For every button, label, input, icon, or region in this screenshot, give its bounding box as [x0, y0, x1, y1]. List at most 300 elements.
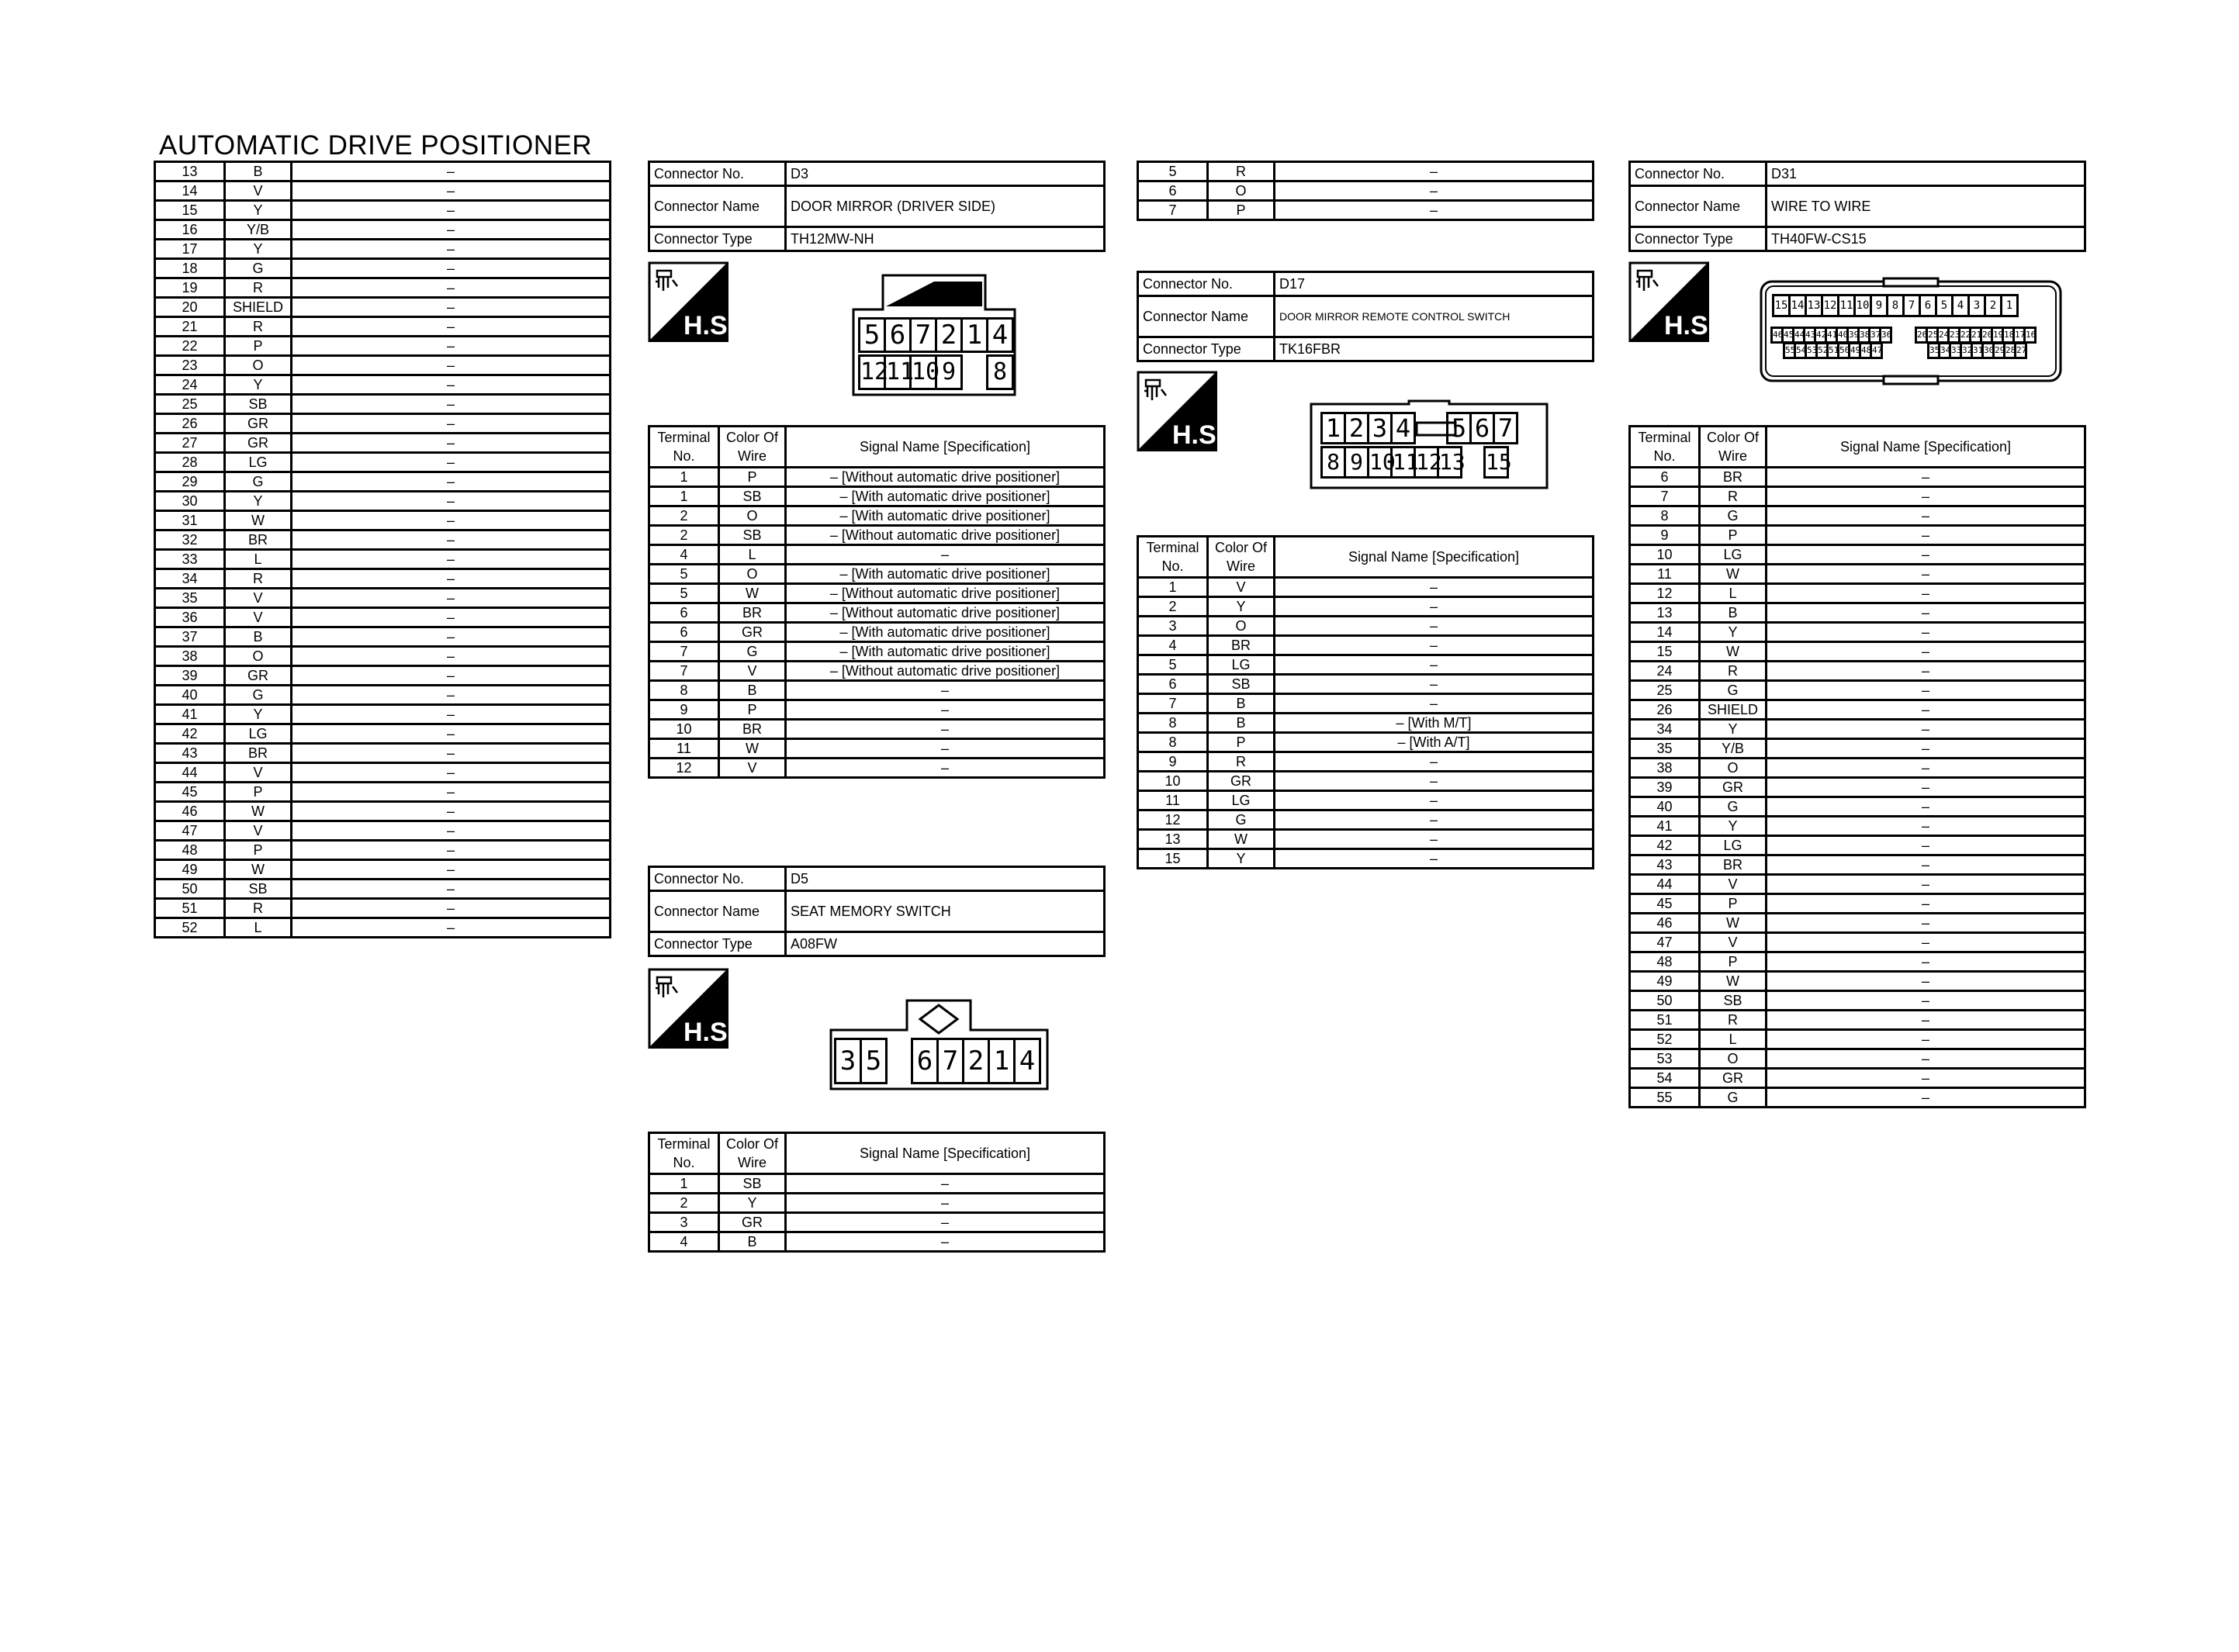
pin-label: 45	[1781, 327, 1794, 344]
wire-color-cell: G	[1700, 797, 1767, 817]
wire-color-cell: GR	[719, 1213, 786, 1232]
pin-label: 7	[1493, 412, 1518, 444]
wire-color-cell: G	[1208, 810, 1275, 830]
table-row	[155, 841, 611, 860]
table-row	[155, 531, 611, 550]
signal-name-cell: –	[1767, 584, 2085, 603]
connector-info-d3	[648, 161, 1106, 252]
connector-no-value: D5	[786, 867, 1105, 891]
signal-name-cell: –	[786, 1174, 1105, 1194]
connector-name-label: Connector Name	[1138, 296, 1275, 337]
pin-label: 5	[1446, 412, 1472, 444]
wire-color-cell: W	[1700, 565, 1767, 584]
table-row	[1630, 836, 2085, 855]
terminal-no-cell: 18	[155, 259, 225, 278]
signal-name-cell: –	[786, 1232, 1105, 1252]
terminal-no-cell: 44	[155, 763, 225, 783]
wire-color-cell: B	[1208, 694, 1275, 714]
pin-label: 9	[1870, 294, 1888, 317]
pin-label: 39	[1846, 327, 1860, 344]
signal-name-cell: –	[1275, 162, 1594, 181]
signal-name-cell: –	[292, 375, 611, 395]
terminal-no-cell: 44	[1630, 875, 1700, 894]
table-row	[155, 298, 611, 317]
signal-name-cell: –	[292, 724, 611, 744]
terminal-no-cell: 35	[155, 589, 225, 608]
connector-type-label: Connector Type	[649, 932, 786, 956]
wire-color-cell: Y	[1208, 597, 1275, 617]
wire-color-cell: W	[225, 511, 292, 531]
table-row	[649, 1232, 1105, 1252]
pin-label: 4	[1951, 294, 1970, 317]
wire-color-cell: B	[1700, 603, 1767, 623]
hs-label: H.S.	[1664, 311, 1716, 340]
terminal-no-cell: 46	[1630, 914, 1700, 933]
wire-color-cell: LG	[225, 453, 292, 472]
table-row	[1630, 817, 2085, 836]
signal-name-cell: –	[1767, 836, 2085, 855]
terminal-no-cell: 8	[1138, 733, 1208, 752]
pin-label: 9	[1344, 446, 1369, 479]
signal-name-cell: –	[1767, 603, 2085, 623]
table-row	[1630, 662, 2085, 681]
pin-label: 22	[1958, 327, 1971, 344]
terminal-no-cell: 26	[1630, 700, 1700, 720]
table-row	[155, 201, 611, 220]
wire-color-cell: G	[719, 642, 786, 662]
pin-label: 27	[2014, 342, 2027, 359]
signal-name-cell: –	[1767, 739, 2085, 759]
pin-label: 35	[1927, 342, 1940, 359]
pin-label: 12	[1821, 294, 1839, 317]
pin-label: 54	[1794, 342, 1807, 359]
terminal-no-cell: 6	[649, 603, 719, 623]
terminal-no-cell: 2	[1138, 597, 1208, 617]
table-row	[649, 681, 1105, 700]
terminal-no-cell: 45	[1630, 894, 1700, 914]
table-row	[155, 802, 611, 821]
terminal-no-cell: 28	[155, 453, 225, 472]
signal-name-cell: – [Without automatic drive positioner]	[786, 662, 1105, 681]
table-row	[649, 1213, 1105, 1232]
connector-type-value: TH12MW-NH	[786, 227, 1105, 251]
pin-label: 9	[935, 354, 963, 390]
terminal-no-cell: 25	[1630, 681, 1700, 700]
terminal-no-cell: 16	[155, 220, 225, 240]
connector-name-value: WIRE TO WIRE	[1767, 186, 2085, 227]
pin-label: 3	[1967, 294, 1986, 317]
table-row	[155, 550, 611, 569]
table-row	[1630, 875, 2085, 894]
pin-label: 2	[1984, 294, 2002, 317]
terminal-no-cell: 51	[155, 899, 225, 918]
wire-color-cell: Y	[225, 201, 292, 220]
table-row	[1138, 578, 1594, 597]
terminal-no-cell: 37	[155, 627, 225, 647]
terminal-no-cell: 48	[155, 841, 225, 860]
table-row	[649, 623, 1105, 642]
wire-color-cell: O	[1700, 759, 1767, 778]
wire-color-cell: V	[225, 821, 292, 841]
table-row	[1630, 720, 2085, 739]
wire-color-cell: Y	[1700, 720, 1767, 739]
hs-label: H.S.	[1172, 420, 1224, 450]
table-row	[155, 918, 611, 938]
pin-label: 10	[1853, 294, 1872, 317]
wire-color-cell: BR	[225, 531, 292, 550]
signal-name-cell: –	[1767, 642, 2085, 662]
wire-color-cell: G	[1700, 506, 1767, 526]
terminal-no-cell: 10	[1138, 772, 1208, 791]
wire-color-cell: R	[1700, 662, 1767, 681]
terminal-no-cell: 42	[1630, 836, 1700, 855]
terminal-no-cell: 15	[1138, 849, 1208, 869]
terminal-no-cell: 7	[649, 642, 719, 662]
signal-name-cell: –	[1767, 914, 2085, 933]
empty-pin-cavity	[1423, 412, 1448, 444]
terminal-no-cell: 32	[155, 531, 225, 550]
pin-label: 1	[1320, 412, 1346, 444]
terminal-no-cell: 27	[155, 434, 225, 453]
wire-color-cell: LG	[1208, 655, 1275, 675]
connector-name-value: DOOR MIRROR REMOTE CONTROL SWITCH	[1275, 296, 1594, 337]
wire-color-cell: O	[225, 647, 292, 666]
pin-label: 10	[1367, 446, 1393, 479]
wire-color-cell: LG	[1208, 791, 1275, 810]
signal-name-cell: –	[1767, 681, 2085, 700]
signal-name-cell: –	[292, 918, 611, 938]
pin-label: 40	[1836, 327, 1849, 344]
table-row	[649, 700, 1105, 720]
terminal-no-cell: 4	[649, 1232, 719, 1252]
table-row	[1630, 681, 2085, 700]
table-row	[1630, 1088, 2085, 1108]
terminal-no-cell: 15	[155, 201, 225, 220]
connector-face-d5	[829, 999, 1049, 1090]
terminal-no-cell: 10	[649, 720, 719, 739]
table-row	[649, 1174, 1105, 1194]
wire-color-cell: Y/B	[225, 220, 292, 240]
connector-no-value: D31	[1767, 162, 2085, 186]
pin-label: 7	[1902, 294, 1921, 317]
table-row	[155, 434, 611, 453]
table-row	[155, 686, 611, 705]
terminal-no-cell: 2	[649, 526, 719, 545]
signal-name-cell: –	[786, 739, 1105, 759]
terminal-no-cell: 23	[155, 356, 225, 375]
table-row	[155, 627, 611, 647]
terminal-no-cell: 52	[155, 918, 225, 938]
pin-label: 55	[1783, 342, 1796, 359]
signal-name-cell: –	[1767, 1030, 2085, 1049]
pin-label: 5	[858, 317, 886, 353]
connector-no-label: Connector No.	[1138, 272, 1275, 296]
wire-color-cell: O	[225, 356, 292, 375]
connector-type-label: Connector Type	[649, 227, 786, 251]
harness-side-icon	[648, 261, 735, 342]
table-row	[155, 240, 611, 259]
table-row	[1630, 778, 2085, 797]
table-row	[1630, 526, 2085, 545]
signal-name-cell: –	[1275, 617, 1594, 636]
pin-label: 13	[1805, 294, 1823, 317]
signal-name-cell: –	[292, 550, 611, 569]
hs-label: H.S.	[683, 311, 735, 340]
terminal-no-cell: 34	[1630, 720, 1700, 739]
table-row	[649, 1194, 1105, 1213]
terminal-no-cell: 12	[649, 759, 719, 778]
wire-color-cell: L	[225, 550, 292, 569]
wire-color-cell: R	[225, 569, 292, 589]
table-row	[1630, 1011, 2085, 1030]
terminal-no-cell: 25	[155, 395, 225, 414]
terminal-no-cell: 53	[1630, 1049, 1700, 1069]
wire-color-cell: LG	[1700, 545, 1767, 565]
terminal-no-cell: 13	[1138, 830, 1208, 849]
terminal-no-cell: 3	[649, 1213, 719, 1232]
wire-color-cell: B	[1208, 714, 1275, 733]
signal-name-cell: –	[292, 395, 611, 414]
signal-name-cell: –	[1275, 675, 1594, 694]
table-row	[1630, 642, 2085, 662]
table-row	[649, 662, 1105, 681]
pin-label: 7	[909, 317, 937, 353]
signal-name-cell: –	[292, 337, 611, 356]
terminal-no-cell: 2	[649, 506, 719, 526]
pin-label: 41	[1825, 327, 1838, 344]
terminal-table-d5	[648, 1132, 1106, 1253]
connector-name-value: SEAT MEMORY SWITCH	[786, 891, 1105, 932]
wire-color-cell: R	[1700, 487, 1767, 506]
terminal-no-cell: 5	[1138, 162, 1208, 181]
signal-name-cell: –	[1767, 952, 2085, 972]
table-row	[155, 181, 611, 201]
signal-name-cell: –	[1767, 855, 2085, 875]
connector-no-label: Connector No.	[1630, 162, 1767, 186]
signal-name-cell: –	[292, 492, 611, 511]
signal-name-cell: –	[1275, 655, 1594, 675]
wire-color-cell: O	[719, 565, 786, 584]
terminal-no-cell: 30	[155, 492, 225, 511]
signal-name-cell: –	[292, 589, 611, 608]
signal-name-cell: –	[1767, 1088, 2085, 1108]
wire-color-cell: R	[1208, 162, 1275, 181]
pin-label: 33	[1949, 342, 1962, 359]
table-row	[1630, 565, 2085, 584]
pin-label: 1	[960, 317, 988, 353]
pin-label: 21	[1969, 327, 1982, 344]
pin-label: 13	[1437, 446, 1462, 479]
pin-label: 6	[911, 1038, 939, 1084]
color-of-wire-header: Color Of Wire	[1208, 537, 1275, 578]
terminal-no-cell: 19	[155, 278, 225, 298]
terminal-no-cell: 4	[1138, 636, 1208, 655]
table-row	[155, 666, 611, 686]
terminal-no-header: Terminal No.	[1138, 537, 1208, 578]
signal-name-cell: –	[1767, 545, 2085, 565]
signal-name-cell: –	[1767, 662, 2085, 681]
terminal-no-cell: 14	[155, 181, 225, 201]
signal-name-cell: –	[292, 841, 611, 860]
signal-name-cell: –	[1275, 752, 1594, 772]
terminal-no-cell: 8	[649, 681, 719, 700]
table-row	[155, 899, 611, 918]
wire-color-cell: O	[719, 506, 786, 526]
signal-name-cell: –	[1275, 791, 1594, 810]
color-of-wire-header: Color Of Wire	[719, 427, 786, 468]
terminal-no-cell: 8	[1138, 714, 1208, 733]
wire-color-cell: BR	[1700, 855, 1767, 875]
wire-color-cell: Y	[225, 492, 292, 511]
wire-color-cell: G	[225, 259, 292, 278]
pin-label: 23	[1947, 327, 1960, 344]
continued-terminal-table-d17	[1137, 161, 1594, 221]
wire-color-cell: V	[225, 608, 292, 627]
pin-label: 20	[1980, 327, 1993, 344]
table-row	[1630, 603, 2085, 623]
terminal-no-cell: 42	[155, 724, 225, 744]
pin-label: 25	[1926, 327, 1939, 344]
pin-label: 7	[936, 1038, 964, 1084]
table-row	[649, 739, 1105, 759]
signal-name-cell: –	[1275, 636, 1594, 655]
table-row	[155, 337, 611, 356]
table-row	[1630, 1049, 2085, 1069]
wire-color-cell: B	[719, 1232, 786, 1252]
signal-name-cell: –	[1767, 1011, 2085, 1030]
terminal-no-cell: 52	[1630, 1030, 1700, 1049]
pin-label: 4	[1013, 1038, 1041, 1084]
terminal-no-cell: 7	[649, 662, 719, 681]
table-row	[649, 487, 1105, 506]
signal-name-cell: –	[292, 899, 611, 918]
signal-name-cell: –	[1767, 526, 2085, 545]
signal-name-cell: –	[292, 434, 611, 453]
table-row	[155, 589, 611, 608]
table-row	[1138, 636, 1594, 655]
wire-color-cell: SB	[1700, 991, 1767, 1011]
wire-color-cell: P	[225, 841, 292, 860]
table-row	[1630, 1069, 2085, 1088]
wire-color-cell: P	[1208, 201, 1275, 220]
terminal-table-d31	[1628, 425, 2086, 1108]
terminal-no-cell: 24	[1630, 662, 1700, 681]
wire-color-cell: O	[1208, 181, 1275, 201]
terminal-no-cell: 36	[155, 608, 225, 627]
connector-info-d31	[1628, 161, 2086, 252]
pin-label: 5	[1935, 294, 1954, 317]
terminal-no-cell: 5	[649, 584, 719, 603]
terminal-no-cell: 51	[1630, 1011, 1700, 1030]
table-row	[1630, 952, 2085, 972]
wire-color-cell: P	[1700, 894, 1767, 914]
terminal-no-cell: 10	[1630, 545, 1700, 565]
signal-name-cell: –	[292, 821, 611, 841]
wire-color-cell: SB	[719, 526, 786, 545]
table-row	[155, 763, 611, 783]
signal-name-cell: –	[786, 1213, 1105, 1232]
table-row	[155, 569, 611, 589]
wire-color-cell: LG	[225, 724, 292, 744]
terminal-no-cell: 26	[155, 414, 225, 434]
connector-face-d31	[1760, 277, 2062, 385]
wire-color-cell: GR	[225, 666, 292, 686]
pin-label: 28	[2003, 342, 2016, 359]
terminal-no-cell: 29	[155, 472, 225, 492]
connector-name-label: Connector Name	[649, 891, 786, 932]
pin-label: 30	[1981, 342, 1995, 359]
signal-name-cell: –	[1767, 1069, 2085, 1088]
pin-label: 32	[1960, 342, 1973, 359]
signal-name-cell: –	[292, 763, 611, 783]
harness-side-icon	[648, 968, 735, 1049]
terminal-no-cell: 39	[155, 666, 225, 686]
table-row	[1138, 752, 1594, 772]
pin-label: 37	[1868, 327, 1881, 344]
terminal-no-cell: 11	[1138, 791, 1208, 810]
wire-color-cell: Y	[225, 705, 292, 724]
pin-label: 51	[1826, 342, 1839, 359]
wire-color-cell: W	[719, 584, 786, 603]
pin-label: 26	[1915, 327, 1928, 344]
wire-color-cell: V	[225, 589, 292, 608]
wire-color-cell: W	[1700, 972, 1767, 991]
table-row	[1630, 1030, 2085, 1049]
terminal-no-cell: 6	[1138, 181, 1208, 201]
terminal-no-cell: 7	[1630, 487, 1700, 506]
wire-color-cell: SB	[225, 395, 292, 414]
terminal-no-cell: 49	[155, 860, 225, 880]
connector-no-label: Connector No.	[649, 867, 786, 891]
connector-no-label: Connector No.	[649, 162, 786, 186]
pin-label: 24	[1936, 327, 1950, 344]
terminal-no-cell: 45	[155, 783, 225, 802]
terminal-no-cell: 41	[1630, 817, 1700, 836]
signal-name-cell: –	[292, 453, 611, 472]
wire-color-cell: L	[1700, 584, 1767, 603]
wire-color-cell: G	[1700, 1088, 1767, 1108]
table-row	[155, 375, 611, 395]
table-row	[155, 395, 611, 414]
pin-label: 2	[1344, 412, 1369, 444]
pin-label: 38	[1857, 327, 1870, 344]
wire-color-cell: W	[1700, 642, 1767, 662]
table-row	[1630, 933, 2085, 952]
table-row	[1630, 972, 2085, 991]
pin-label: 5	[860, 1038, 888, 1084]
table-row	[1138, 694, 1594, 714]
signal-name-cell: –	[1767, 991, 2085, 1011]
signal-name-cell: –	[1275, 830, 1594, 849]
table-row	[155, 472, 611, 492]
terminal-no-cell: 55	[1630, 1088, 1700, 1108]
table-row	[1138, 617, 1594, 636]
table-row	[155, 492, 611, 511]
table-row	[1630, 700, 2085, 720]
wire-color-cell: GR	[1208, 772, 1275, 791]
harness-side-icon	[1137, 371, 1224, 451]
signal-name-cell: –	[292, 569, 611, 589]
table-row	[1630, 739, 2085, 759]
pin-label: 6	[884, 317, 912, 353]
wire-color-cell: W	[225, 860, 292, 880]
terminal-no-cell: 40	[155, 686, 225, 705]
signal-name-cell: –	[786, 700, 1105, 720]
terminal-no-cell: 1	[649, 487, 719, 506]
wire-color-cell: B	[225, 627, 292, 647]
terminal-no-cell: 50	[155, 880, 225, 899]
connector-face-d17	[1310, 399, 1549, 489]
